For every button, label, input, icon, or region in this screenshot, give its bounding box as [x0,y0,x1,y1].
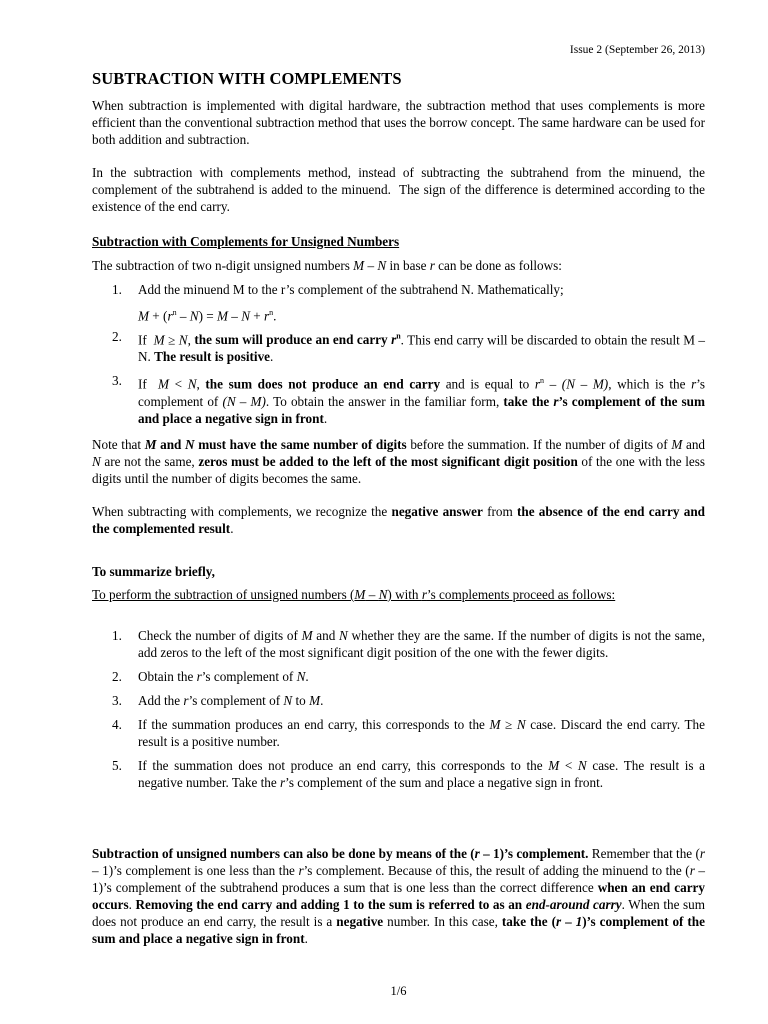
list-item: 2. Obtain the r’s complement of N. [112,669,309,684]
note-paragraph: Note that M and N must have the same number of digits before the summation. If the number of digits of M and N are not the same, zeros must be added to the left of the most significant digit position of the one with the less digits until the number of digits becomes the same. [92,437,706,486]
negative-answer-paragraph: When subtracting with complements, we recognize the negative answer from the absence of the end carry and the complemented result. [92,504,705,536]
unsigned-intro: The subtraction of two n-digit unsigned numbers M – N in base r can be done as follows: [92,258,562,273]
issue-date: Issue 2 (September 26, 2013) [569,44,705,56]
list-item: 2. If M ≥ N, the sum will produce an end carry $r^n$. This end carry will be discarded to obtain the result M – N. The result is positive. [112,329,705,365]
list-item: 4. If the summation produces an end carry, this corresponds to the M ≥ N case. Discard the end carry. The result is a positive number. [112,717,705,749]
formula: $M + (r^n - N) = M - N + r^n$. [138,308,277,324]
page-number: 1/6 [390,984,407,998]
list-item: 1. Add the minuend M to the r’s complement of the subtrahend N. Mathematically; [112,282,564,297]
list-item: 3. If M < N, the sum does not produce an end carry and is equal to $r^n - (N - M)$, which is the r’s complement of (N – M). To obtain the answer in the familiar form, take the r’s complement of the sum and place a negative sign in front. [112,373,706,426]
summary-heading: To summarize briefly, [92,564,215,579]
summary-intro: To perform the subtraction of unsigned numbers (M – N) with r’s complements proceed as follows: [92,587,616,602]
summary-list [92,627,705,791]
intro-paragraph-2: In the subtraction with complements method, instead of subtracting the subtrahend from the minuend, the complement of the subtrahend is added to the minuend. The sign of the difference is determined according to the existence of the end carry. [92,165,705,214]
section-heading-unsigned: Subtraction with Complements for Unsigned Numbers [92,234,400,249]
list-item: 3. Add the r’s complement of N to M. [112,693,324,708]
r-minus-1-paragraph: Subtraction of unsigned numbers can also be done by means of the (r – 1)’s complement. Remember that the (r – 1)’s complement is one less than the r’s complement. Because of this, the result of adding the minuend to the (r – 1)’s complement of the subtrahend produces a sum that is one less than the correct difference when an end carry occurs. Removing the end carry and adding 1 to the sum is referred to as an end-around carry. When the sum does not produce an end carry, the result is a negative number. In this case, take the (r – 1)’s complement of the sum and place a negative sign in front. [92,846,706,946]
steps-list-2 [92,328,705,427]
page-title: SUBTRACTION WITH COMPLEMENTS [92,69,402,88]
steps-list [92,281,705,324]
intro-paragraph-1: When subtraction is implemented with digital hardware, the subtraction method that uses complements is more efficient than the conventional subtraction method that uses the borrow concept. The same hardware can be used for both addition and subtraction. [92,98,705,147]
list-item: 1. Check the number of digits of M and N whether they are the same. If the number of digits is not the same, add zeros to the left of the most significant digit position of the one with the fewer digits. [112,628,706,660]
list-item: 5. If the summation does not produce an end carry, this corresponds to the M < N case. The result is a negative number. Take the r’s complement of the sum and place a negative sign in front. [112,758,706,790]
